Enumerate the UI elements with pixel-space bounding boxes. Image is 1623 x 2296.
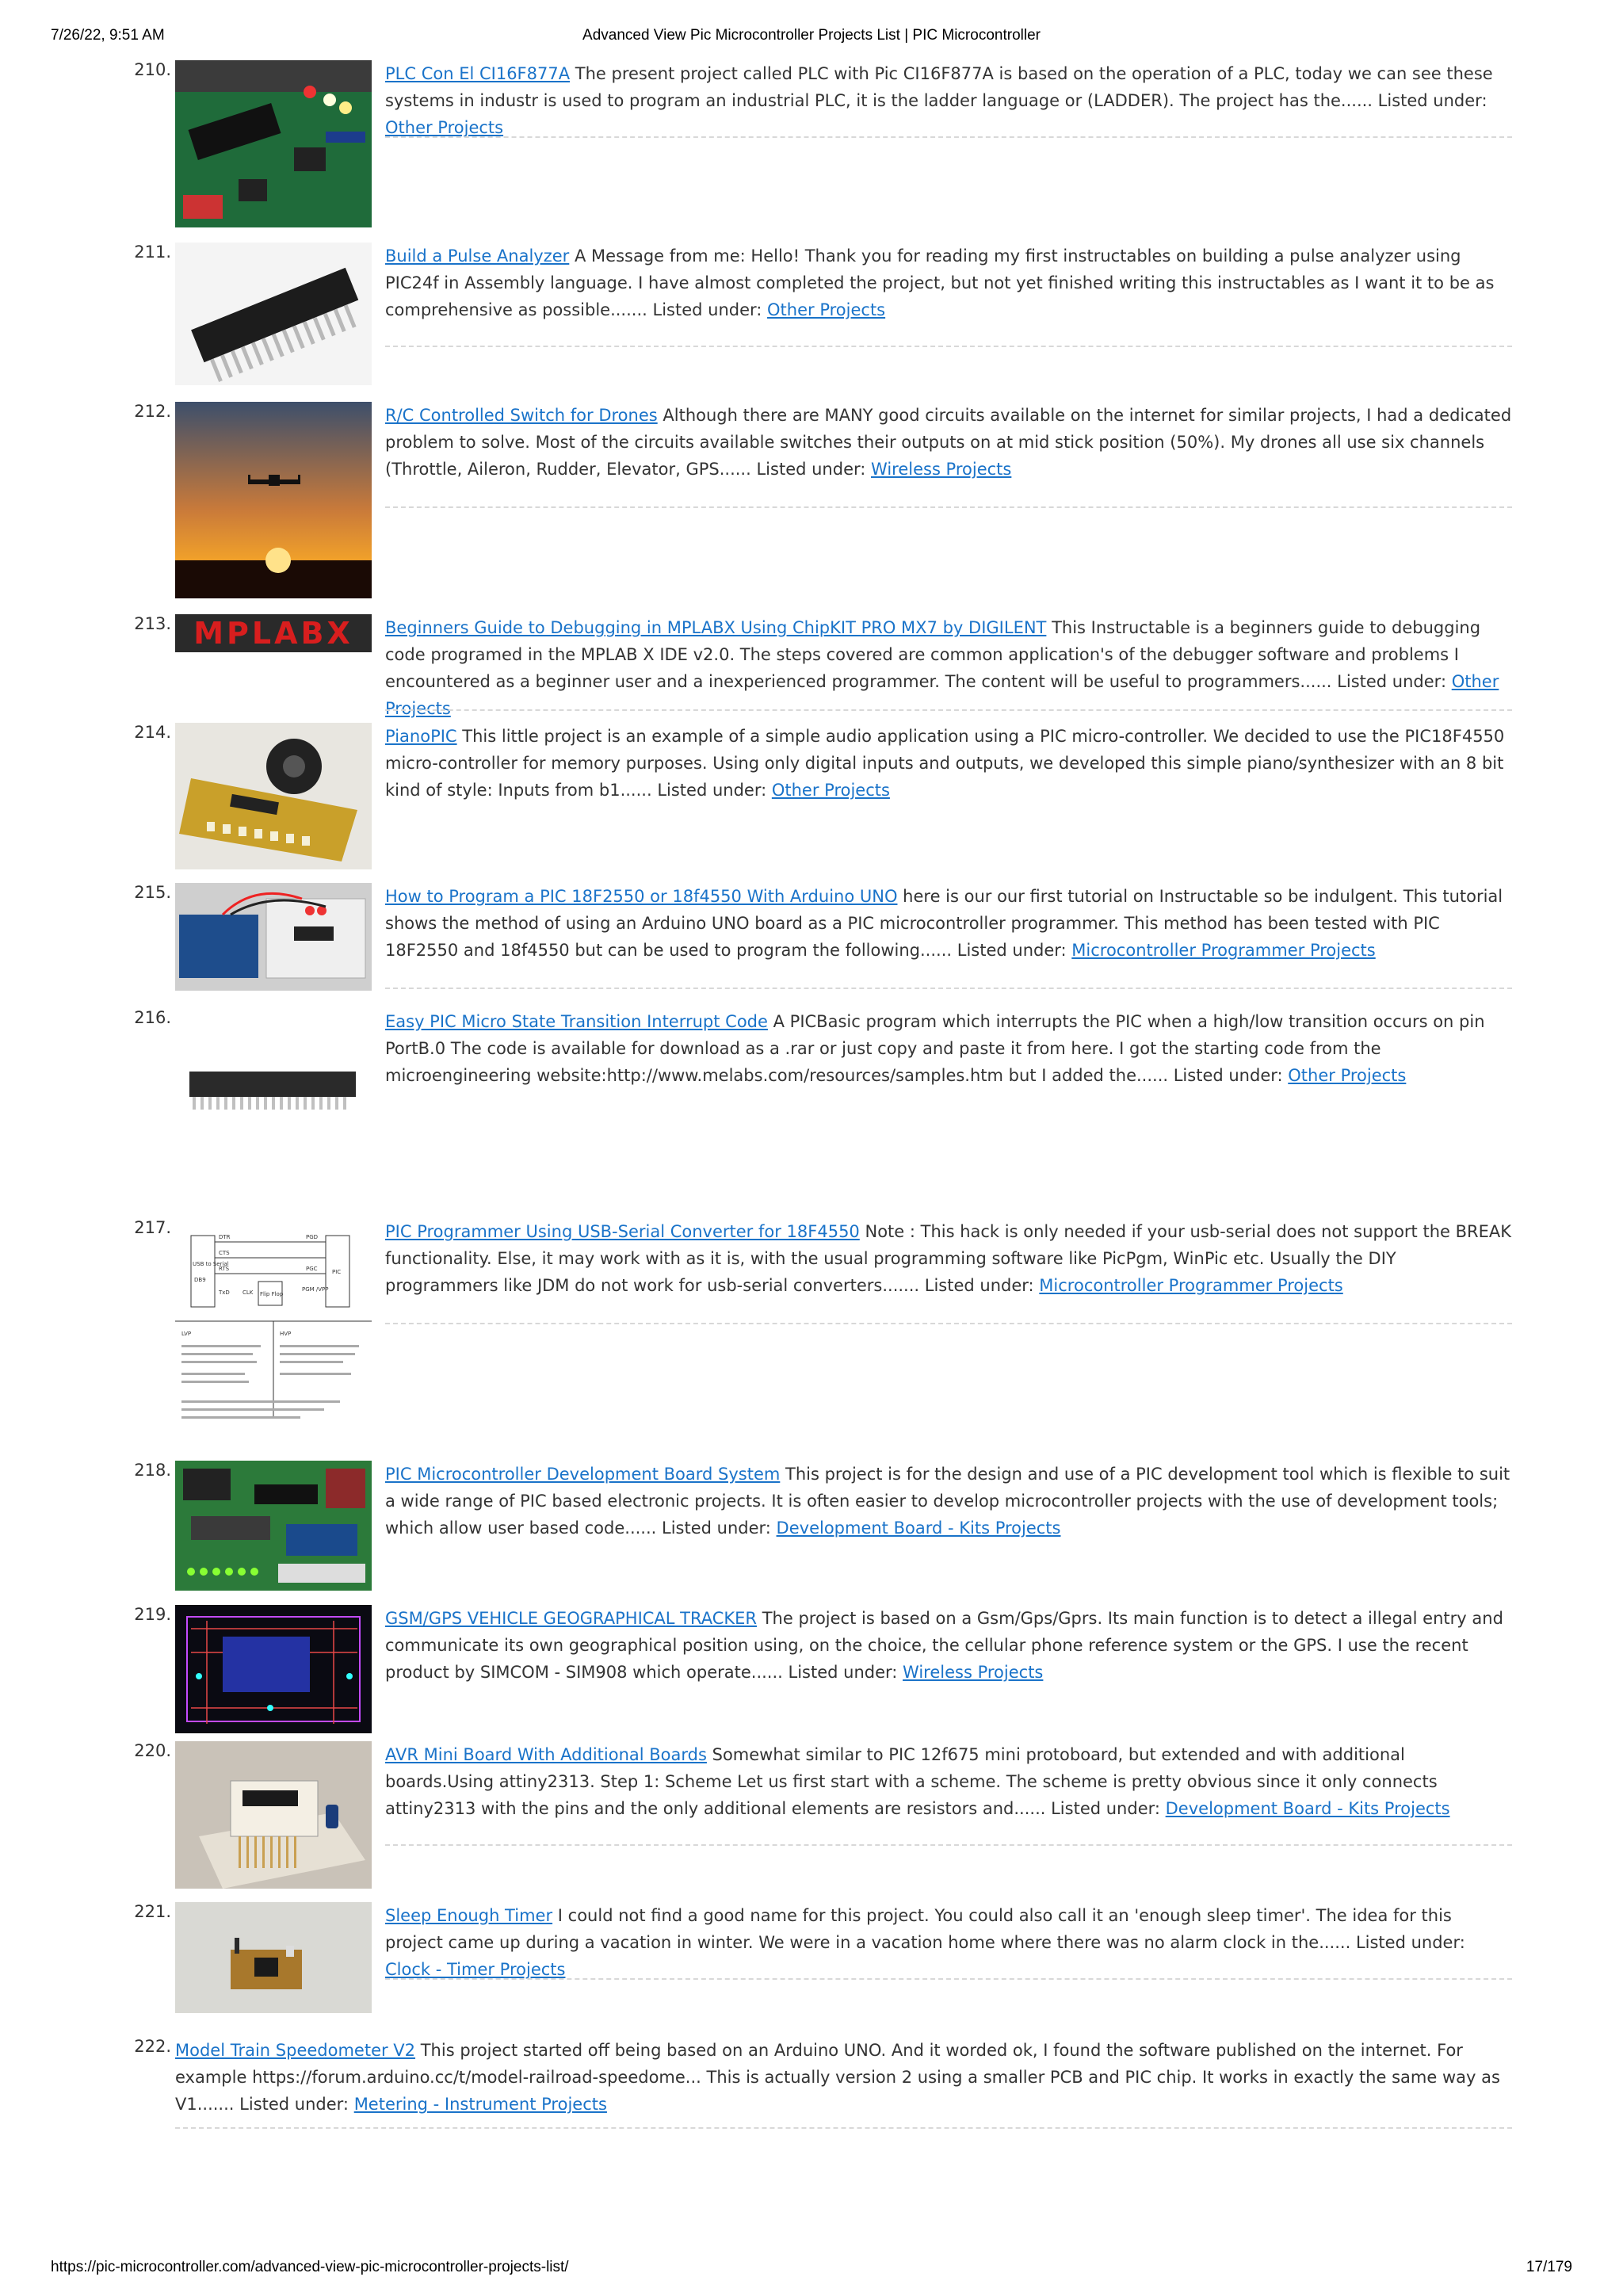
separator: [385, 346, 1512, 347]
item-description: [385, 723, 1512, 804]
separator: [175, 2127, 1512, 2129]
thumbnail-schematic[interactable]: [175, 1218, 372, 1437]
schematic-rts-label: RTS: [219, 1266, 230, 1272]
print-footer: [51, 2259, 1572, 2283]
print-datetime: 7/26/22, 9:51 AM: [51, 27, 165, 44]
listed-under-label: Listed under:: [957, 941, 1067, 960]
listed-under-label: Listed under:: [657, 781, 767, 800]
thumbnail-avr-mini-board[interactable]: [175, 1741, 372, 1889]
schematic-hvp-label: HVP: [280, 1331, 292, 1337]
project-title-link[interactable]: PLC Con El CI16F877A: [385, 64, 571, 83]
project-summary: This project started off being based on an Arduino UNO. And it worded ok, I found the software published on the internet. For example https://forum.arduino.cc/t/model-railroad-speedome... This is actually version 2 using a smaller PCB and PIC chip. It works in exactly the same way as V1.......: [175, 2041, 1500, 2114]
project-title-link[interactable]: PianoPIC: [385, 727, 457, 746]
category-link[interactable]: Other Projects: [1288, 1066, 1407, 1085]
category-link[interactable]: Other Projects: [767, 300, 886, 319]
category-link[interactable]: Other Projects: [385, 118, 504, 137]
category-link[interactable]: Development Board - Kits Projects: [1165, 1799, 1450, 1818]
thumbnail-circuit-board[interactable]: [175, 60, 372, 227]
project-title-link[interactable]: How to Program a PIC 18F2550 or 18f4550 With Arduino UNO: [385, 887, 898, 906]
item-number: 212.: [134, 402, 171, 421]
project-summary: A Message from me: Hello! Thank you for reading my first instructables on building a pulse analyzer using PIC24f in Assembly language. I have almost completed the project, but not yet finished writing this instructables as I want it to be as comprehensive as possible.......: [385, 246, 1495, 319]
category-link[interactable]: Clock - Timer Projects: [385, 1960, 566, 1979]
project-summary: This Instructable is a beginners guide to debugging code programed in the MPLAB X IDE v2.0. The steps covered are common application's of the debugger software and problems I encountered as a beginner user and a inexperienced programmer. The content will be useful to programmers......: [385, 618, 1481, 691]
item-description: [385, 883, 1512, 964]
listed-under-label: Listed under:: [756, 460, 866, 479]
schematic-clk-label: CLK: [242, 1289, 254, 1296]
thumbnail-arduino-breadboard[interactable]: [175, 883, 372, 991]
project-title-link[interactable]: Beginners Guide to Debugging in MPLABX Using ChipKIT PRO MX7 by DIGILENT: [385, 618, 1047, 637]
item-number: 221.: [134, 1902, 171, 1921]
separator: [385, 506, 1512, 508]
project-summary: This project is for the design and use of a PIC development tool which is flexible to suit a wide range of PIC based electronic projects. It is often easier to develop microcontroller projects with the use of development tools; which allow user based code......: [385, 1465, 1510, 1538]
listed-under-label: Listed under:: [924, 1276, 1034, 1295]
listed-under-label: Listed under:: [652, 300, 762, 319]
project-summary: The present project called PLC with Pic CI16F877A is based on the operation of a PLC, today we can see these systems in industr is used to program an industrial PLC, it is the ladder language or (LADDER). The project has the......: [385, 64, 1493, 110]
listed-under-label: Listed under:: [239, 2095, 349, 2114]
schematic-cts-label: CTS: [219, 1250, 230, 1256]
category-link[interactable]: Wireless Projects: [903, 1663, 1044, 1682]
separator: [385, 136, 1512, 138]
thumbnail-dip-chip[interactable]: [175, 243, 372, 385]
listed-under-label: Listed under:: [1337, 672, 1447, 691]
project-title-link[interactable]: GSM/GPS VEHICLE GEOGRAPHICAL TRACKER: [385, 1609, 758, 1628]
project-summary: Although there are MANY good circuits available on the internet for similar projects, I had a dedicated problem to solve. Most of the circuits available switches their outputs on at mid stick position (50%). My drones all use six channels (Throttle, Aileron, Rudder, Elevator, GPS......: [385, 406, 1512, 479]
separator: [385, 1978, 1512, 1980]
schematic-flipflop-label: Flip Flop: [260, 1291, 284, 1297]
item-number: 218.: [134, 1461, 171, 1480]
item-description: [175, 2037, 1512, 2118]
schematic-pgd-label: PGD: [306, 1234, 319, 1240]
category-link[interactable]: Other Projects: [385, 672, 1499, 718]
listed-under-label: Listed under:: [1173, 1066, 1283, 1085]
schematic-pgc-label: PGC: [306, 1266, 318, 1272]
thumbnail-mplabx-banner[interactable]: [175, 614, 372, 652]
thumbnail-dev-board[interactable]: [175, 1461, 372, 1591]
print-url: https://pic-microcontroller.com/advanced-view-pic-microcontroller-projects-list/: [51, 2259, 569, 2275]
project-title-link[interactable]: Model Train Speedometer V2: [175, 2041, 416, 2060]
schematic-usb-label: USB to Serial: [193, 1261, 229, 1267]
project-summary: Somewhat similar to PIC 12f675 mini protoboard, but extended and with additional boards.Using attiny2313. Step 1: Scheme Let us first start with a scheme. The scheme is pretty obvious since it only connects attiny2313 with the pins and the only additional elements are resistors and......: [385, 1745, 1438, 1818]
item-number: 216.: [134, 1008, 171, 1027]
project-title-link[interactable]: PIC Microcontroller Development Board System: [385, 1465, 781, 1484]
project-summary: Note : This hack is only needed if your usb-serial does not support the BREAK functionality. Else, it may work with as it is, with the usual programming software like PicPgm, WinPic etc. Usually the DIY programmers like JDM do not work for usb-serial converters.......: [385, 1222, 1512, 1295]
thumbnail-piano-board[interactable]: [175, 723, 372, 869]
listed-under-label: Listed under:: [1355, 1933, 1465, 1952]
listed-under-label: Listed under:: [1377, 91, 1487, 110]
separator: [385, 1844, 1512, 1846]
item-number: 210.: [134, 60, 171, 79]
project-summary: here is our our first tutorial on Instructable so be indulgent. This tutorial shows the method of using an Arduino UNO board as a PIC microcontroller programmer. This method has been tested with PIC 18F2550 and 18f4550 but can be used to program the following......: [385, 887, 1503, 960]
category-link[interactable]: Other Projects: [771, 781, 890, 800]
category-link[interactable]: Metering - Instrument Projects: [353, 2095, 607, 2114]
item-description: [385, 1008, 1512, 1089]
item-description: [385, 1902, 1512, 1983]
item-number: 215.: [134, 883, 171, 902]
project-title-link[interactable]: AVR Mini Board With Additional Boards: [385, 1745, 707, 1764]
separator: [385, 988, 1512, 989]
project-summary: I could not find a good name for this project. You could also call it an 'enough sleep timer'. The idea for this project came up during a vacation in winter. We were in a vacation home where there was no alarm clock in the......: [385, 1906, 1452, 1952]
item-description: [385, 1741, 1512, 1822]
schematic-pic-label: PIC: [332, 1269, 342, 1275]
item-number: 219.: [134, 1605, 171, 1624]
schematic-dtr-label: DTR: [219, 1234, 231, 1240]
separator: [385, 1323, 1512, 1324]
thumbnail-pcb-layout[interactable]: [175, 1605, 372, 1733]
listed-under-label: Listed under:: [662, 1519, 771, 1538]
project-summary: This little project is an example of a simple audio application using a PIC micro-controller. We decided to use the PIC18F4550 micro-controller for memory purposes. Using only digital inputs and outputs, we developed this simple piano/synthesizer with an 8 bit kind of style: Inputs from b1......: [385, 727, 1505, 800]
mplabx-logo-text: MPLABX: [193, 616, 353, 651]
print-page-number: 17/179: [1526, 2259, 1572, 2275]
project-summary: A PICBasic program which interrupts the PIC when a high/low transition occurs on pin PortB.0 The code is available for download as a .rar or just copy and paste it from here. I got the starting code from the microengineering website:http://www.melabs.com/resources/samples.htm but I added the......: [385, 1012, 1485, 1085]
schematic-db9-label: DB9: [194, 1277, 206, 1283]
category-link[interactable]: Wireless Projects: [871, 460, 1012, 479]
thumbnail-timer-board[interactable]: [175, 1902, 372, 2013]
project-title-link[interactable]: PIC Programmer Using USB-Serial Converter for 18F4550: [385, 1222, 860, 1241]
item-number: 214.: [134, 723, 171, 742]
item-number: 211.: [134, 243, 171, 262]
print-page-title: Advanced View Pic Microcontroller Projects List | PIC Microcontroller: [582, 27, 1041, 44]
item-description: [385, 1218, 1512, 1299]
item-number: 213.: [134, 614, 171, 633]
item-description: [385, 614, 1512, 722]
listed-under-label: Listed under:: [1051, 1799, 1160, 1818]
project-title-link[interactable]: Build a Pulse Analyzer: [385, 246, 570, 266]
item-description: [385, 1605, 1512, 1686]
project-title-link[interactable]: R/C Controlled Switch for Drones: [385, 406, 658, 425]
schematic-lvp-label: LVP: [181, 1331, 192, 1337]
thumbnail-long-dip-chip[interactable]: [175, 1008, 372, 1127]
schematic-txd-label: TxD: [219, 1289, 230, 1296]
schematic-pgm-label: PGM /VPP: [302, 1286, 329, 1293]
category-link[interactable]: Development Board - Kits Projects: [776, 1519, 1061, 1538]
thumbnail-drone-sunset[interactable]: [175, 402, 372, 598]
project-title-link[interactable]: Sleep Enough Timer: [385, 1906, 553, 1925]
category-link[interactable]: Microcontroller Programmer Projects: [1071, 941, 1376, 960]
listed-under-label: Listed under:: [788, 1663, 898, 1682]
item-number: 217.: [134, 1218, 171, 1237]
item-description: [385, 1461, 1512, 1541]
item-description: [385, 243, 1512, 323]
project-summary: The project is based on a Gsm/Gps/Gprs. Its main function is to detect a illegal entry and communicate its own geographical position using, on the choice, the cellular phone reference system or the GPS. I use the recent product by SIMCOM - SIM908 which operate......: [385, 1609, 1503, 1682]
project-title-link[interactable]: Easy PIC Micro State Transition Interrupt Code: [385, 1012, 768, 1031]
item-number: 220.: [134, 1741, 171, 1760]
category-link[interactable]: Microcontroller Programmer Projects: [1039, 1276, 1343, 1295]
item-description: [385, 60, 1512, 141]
item-description: [385, 402, 1512, 483]
item-number: 222.: [134, 2037, 171, 2056]
separator: [385, 709, 1512, 711]
